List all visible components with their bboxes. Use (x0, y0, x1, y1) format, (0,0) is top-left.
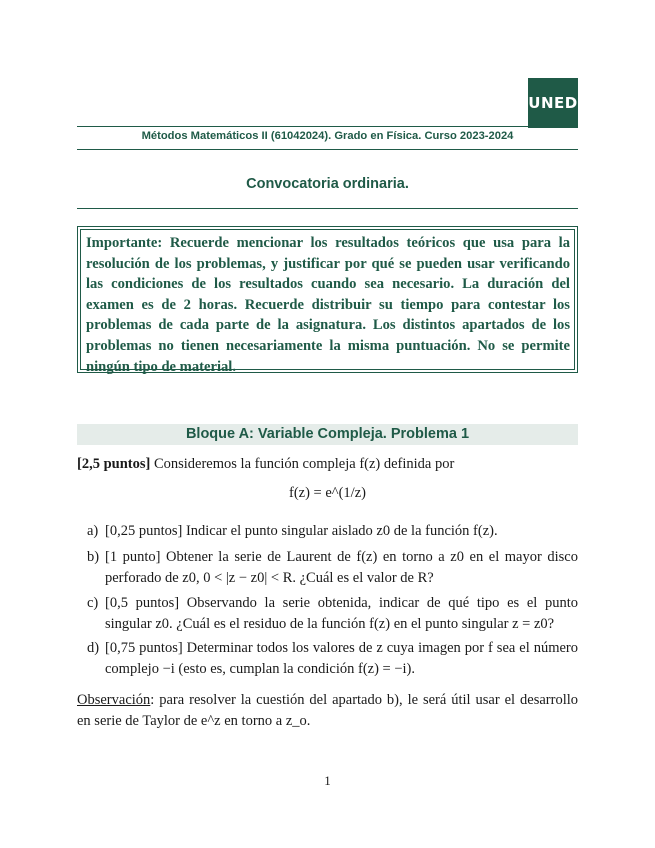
item-label: c) (87, 595, 99, 611)
block-header (77, 424, 578, 445)
item-text: [0,75 puntos] Determinar todos los valores de z cuya imagen por f sea el número complejo −i (esto es, cumplan la condición f(z) = −i). (105, 640, 578, 677)
header-top-rule (77, 126, 578, 127)
list-item (77, 593, 578, 635)
item-label: d) (87, 640, 100, 656)
uned-logo (528, 78, 578, 128)
header-bottom-rule (77, 149, 578, 150)
problem-points: [2,5 puntos] (77, 456, 151, 472)
page-number: 1 (324, 773, 331, 788)
list-item (77, 547, 578, 589)
title-rule (77, 208, 578, 209)
item-label: a) (87, 523, 99, 539)
item-label: b) (87, 549, 100, 565)
important-box (77, 226, 578, 373)
observation-text: para resolver la cuestión del apartado b), le será útil usar el desarrollo en serie de Taylor de e^z en torno a z_o. (77, 692, 578, 729)
logo-text: UNED (528, 94, 578, 112)
exam-title: Convocatoria ordinaria. (246, 176, 409, 192)
important-text: Importante: Recuerde mencionar los resultados teóricos que usa para la resolución de los problemas, y justificar por qué se pueden usar verificando las condiciones de los resultados cuando sea necesario. La duración del examen es de 2 horas. Recuerde distribuir su tiempo para contestar los problemas de cada parte de la asignatura. Los distintos apartados de los problemas no tienen necesariamente la misma puntuación. No se permite ningún tipo de material. (80, 229, 575, 370)
observation: Observación: para resolver la cuestión del apartado b), le será útil usar el desarrollo en serie de Taylor de e^z en torno a z_o. (77, 692, 578, 729)
problem-statement: Consideremos la función compleja f(z) definida por (153, 456, 455, 472)
item-text: [1 punto] Obtener la serie de Laurent de f(z) en torno a z0 en el mayor disco perforado de z0, 0 < |z − z0| < R. ¿Cuál es el valor de R? (105, 549, 578, 586)
block-title: Bloque A: Variable Compleja. Problema 1 (185, 426, 470, 442)
list-item (77, 521, 578, 542)
item-text: [0,25 puntos] Indicar el punto singular aislado z0 de la función f(z). (105, 523, 498, 539)
formula: f(z) = e^(1/z) (289, 485, 366, 501)
problem-intro (77, 456, 578, 473)
list-item (77, 638, 578, 680)
item-text: [0,5 puntos] Observando la serie obtenida, indicar de qué tipo es el punto singular z0. ¿Cuál es el residuo de la función f(z) en el punto singular z = z0? (105, 595, 578, 632)
observation-label: Observación (77, 692, 151, 708)
course-header: Métodos Matemáticos II (61042024). Grado en Física. Curso 2023-2024 (141, 130, 514, 142)
